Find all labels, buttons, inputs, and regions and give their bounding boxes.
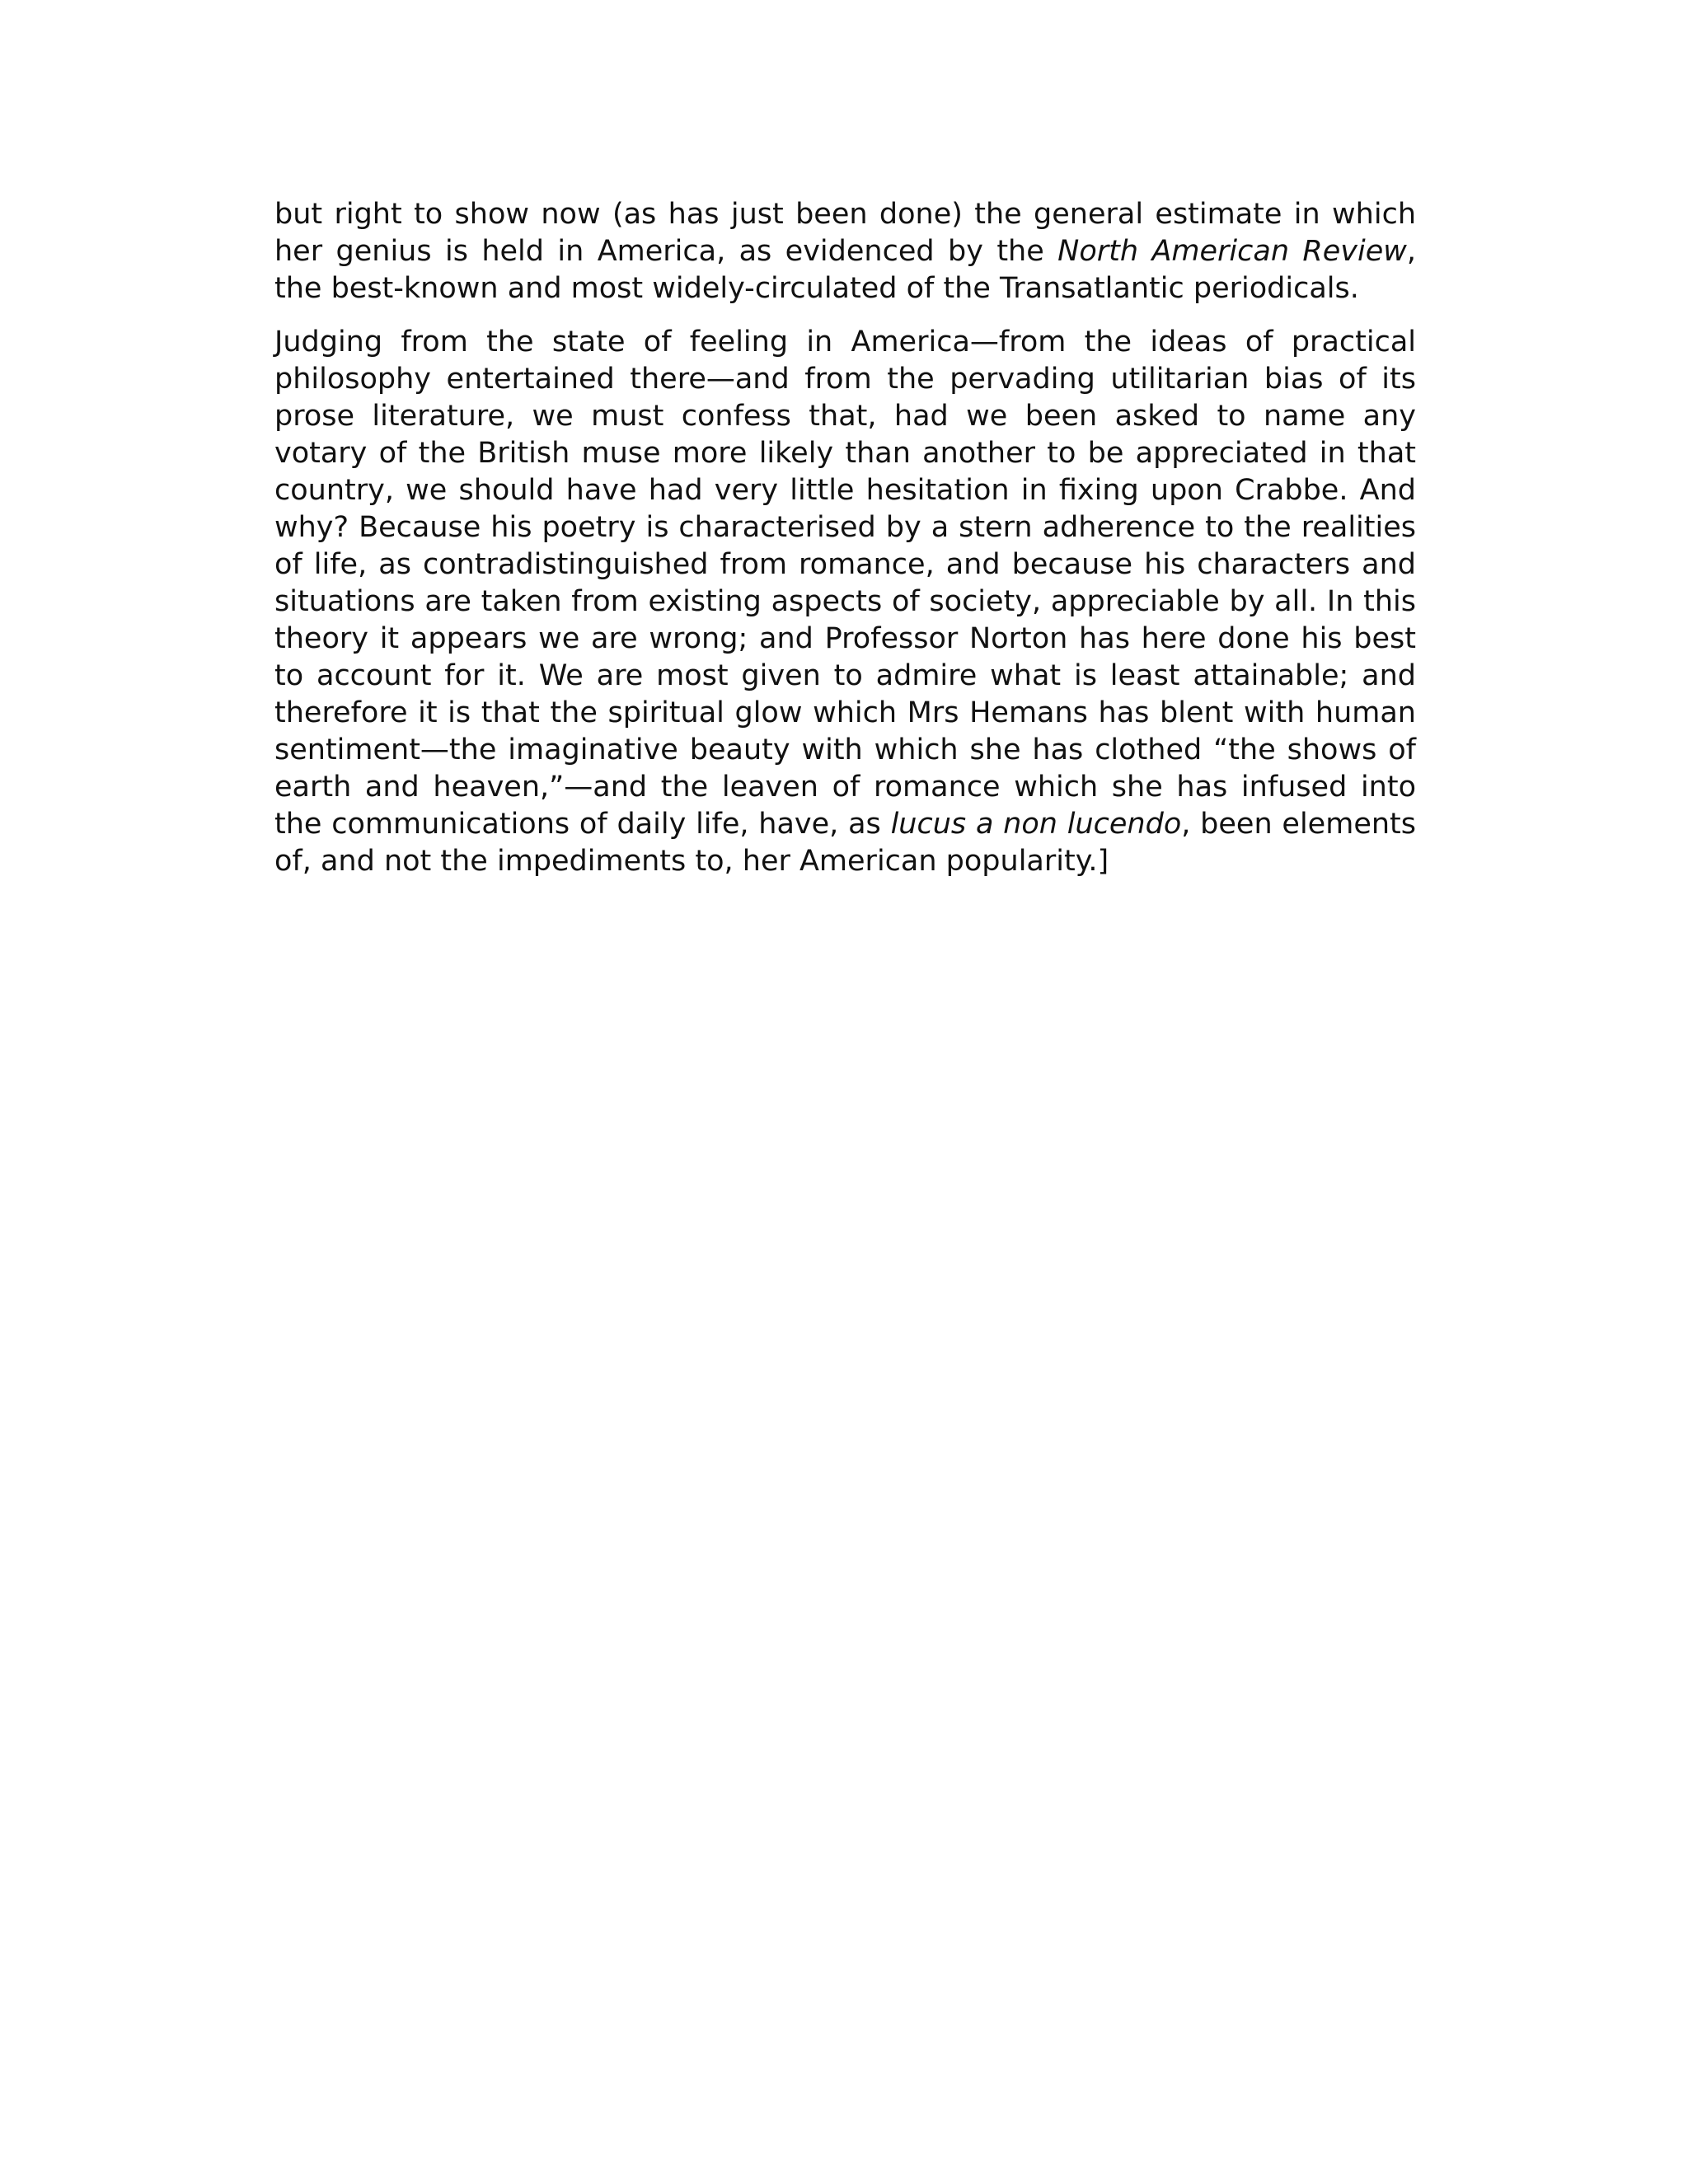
body-text	[274, 196, 1416, 880]
paragraph-1	[274, 196, 1416, 307]
paragraph-2	[274, 324, 1416, 880]
paragraph-1-run-1: but right to show now (as has just been done) the general estimate in which her genius is held in America, as evidenced by the	[274, 198, 1416, 268]
paragraph-1-run-3: , the best-known and most widely-circulated of the Transatlantic periodicals.	[274, 235, 1416, 305]
periodical-title: North American Review	[1057, 235, 1407, 268]
latin-phrase: lucus a non lucendo	[890, 808, 1182, 841]
paragraph-2-run-1: Judging from the state of feeling in America—from the ideas of practical philosophy entertained there—and from the pervading utilitarian bias of its prose literature, we must confess that, had we been asked to name any votary of the British muse more likely than another to be appreciated in that country, we should have had very little hesitation in fixing upon Crabbe. And why? Because his poetry is characterised by a stern adherence to the realities of life, as contradistinguished from romance, and because his characters and situations are taken from existing aspects of society, appreciable by all. In this theory it appears we are wrong; and Professor Norton has here done his best to account for it. We are most given to admire what is least attainable; and therefore it is that the spiritual glow which Mrs Hemans has blent with human sentiment—the imaginative beauty with which she has clothed “the shows of earth and heaven,”—and the leaven of romance which she has infused into the communications of daily life, have, as	[274, 326, 1416, 841]
paragraph-2-run-3: , been elements of, and not the impediments to, her American popularity.]	[274, 808, 1416, 878]
